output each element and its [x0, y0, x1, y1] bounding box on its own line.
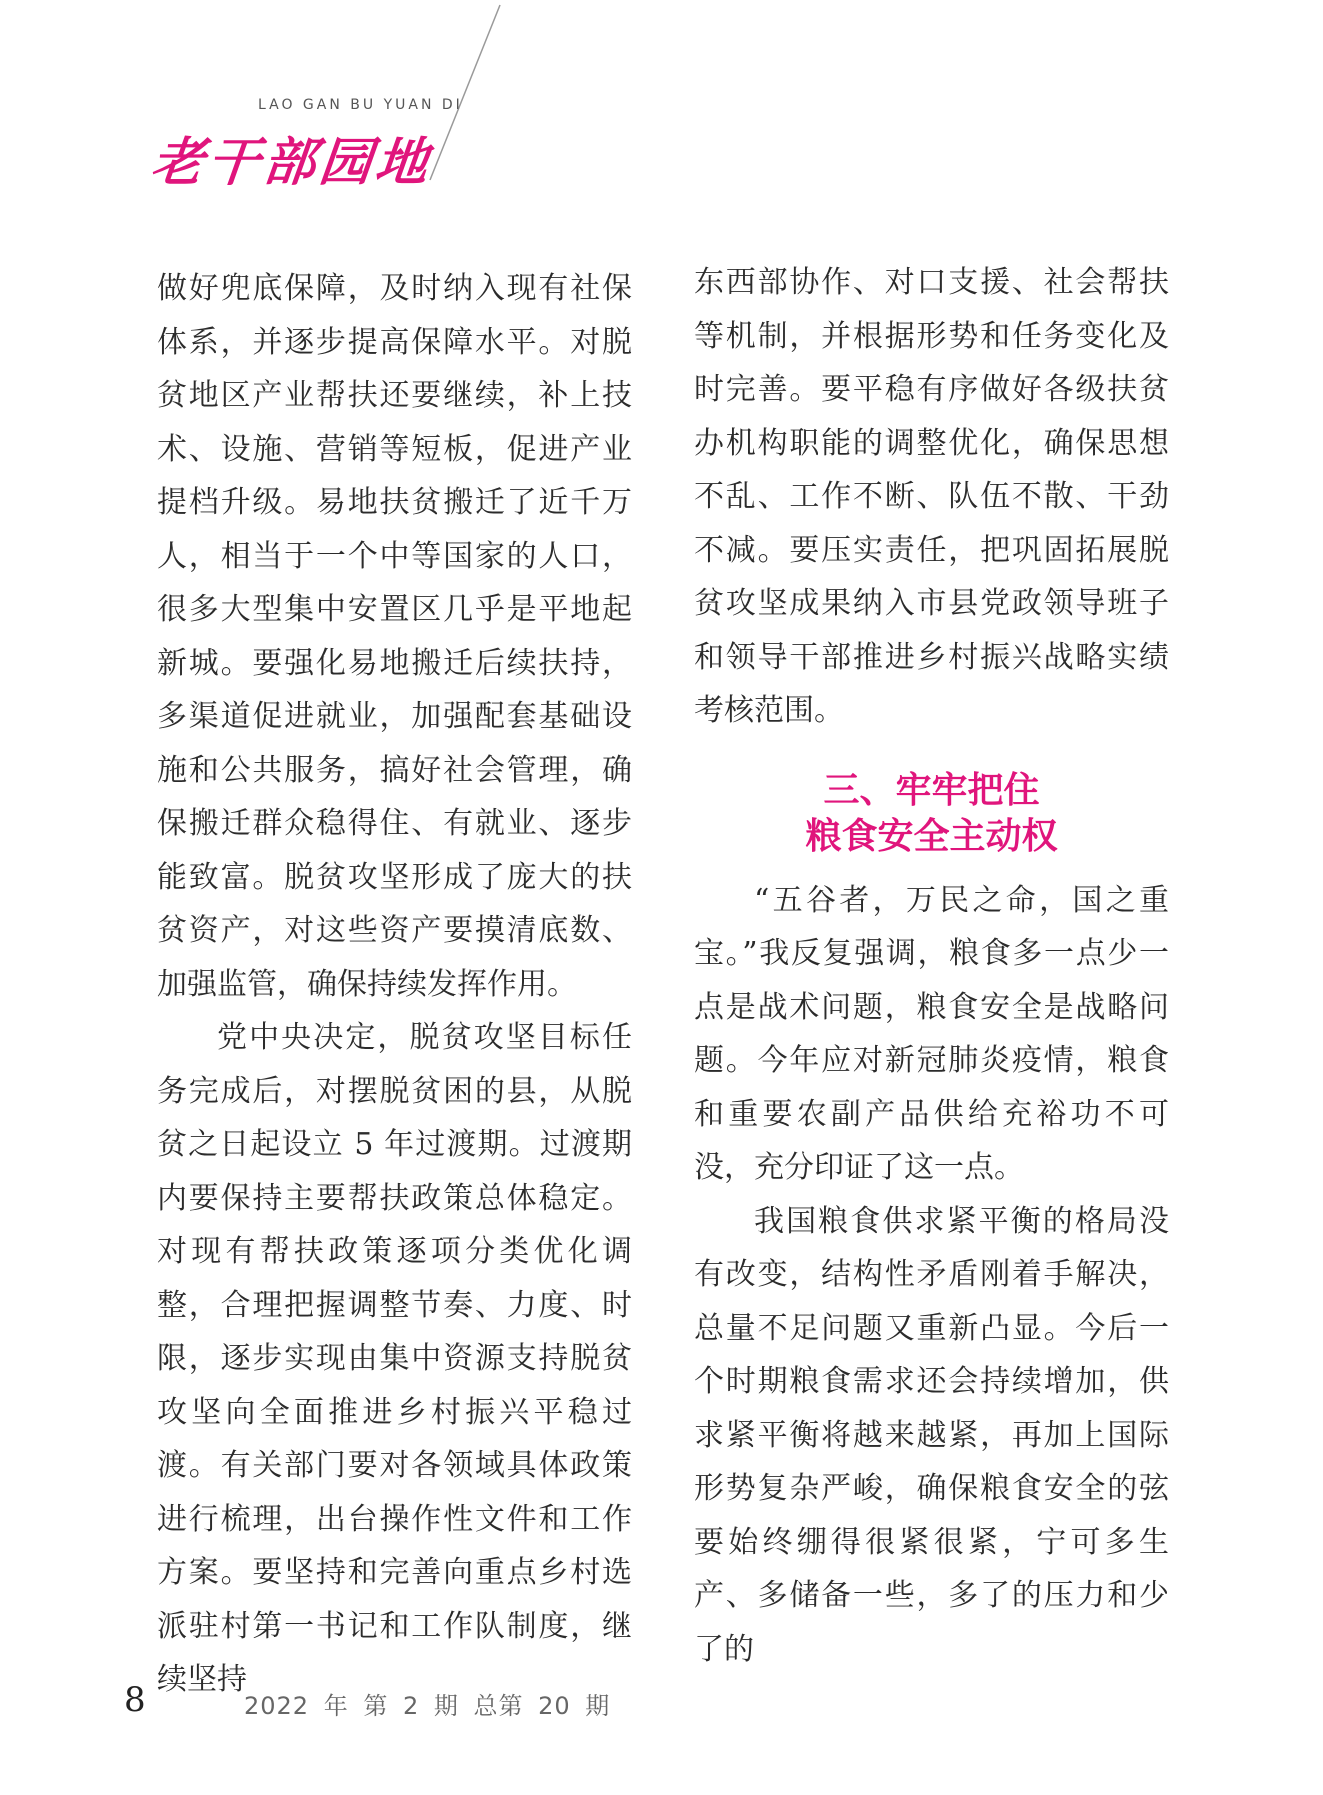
section-heading-line: 三、牢牢把住 — [823, 769, 1040, 811]
paragraph: 党中央决定，脱贫攻坚目标任务完成后，对摆脱贫困的县，从脱贫之日起设立 5 年过渡期。过渡期内要保持主要帮扶政策总体稳定。对现有帮扶政策逐项分类优化调整，合理把握调整节奏、力度、时限，逐步实现由集中资源支持脱贫攻坚向全面推进乡村振兴平稳过渡。有关部门要对各领域具体政策进行梳理，出台操作性文件和工作方案。要坚持和完善向重点乡村选派驻村第一书记和工作队制度，继续坚持 — [157, 1020, 632, 1697]
section-heading — [694, 768, 1169, 860]
left-column — [157, 262, 632, 1707]
masthead — [0, 0, 600, 200]
column-pinyin: LAO GAN BU YUAN DI — [258, 97, 463, 113]
right-column — [694, 256, 1169, 1676]
section-heading-line: 粮食安全主动权 — [805, 815, 1058, 857]
issue-info: 2022 年 第 2 期 总第 20 期 — [244, 1692, 611, 1720]
paragraph: 东西部协作、对口支援、社会帮扶等机制，并根据形势和任务变化及时完善。要平稳有序做好各级扶贫办机构职能的调整优化，确保思想不乱、工作不断、队伍不散、干劲不减。要压实责任，把巩固拓展脱贫攻坚成果纳入市县党政领导班子和领导干部推进乡村振兴战略实绩考核范围。 — [694, 265, 1169, 728]
paragraph: “五谷者，万民之命，国之重宝。”我反复强调，粮食多一点少一点是战术问题，粮食安全是战略问题。今年应对新冠肺炎疫情，粮食和重要农副产品供给充裕功不可没，充分印证了这一点。 — [694, 882, 1169, 1185]
paragraph: 我国粮食供求紧平衡的格局没有改变，结构性矛盾刚着手解决，总量不足问题又重新凸显。今后一个时期粮食需求还会持续增加，供求紧平衡将越来越紧，再加上国际形势复杂严峻，确保粮食安全的弦要始终绷得很紧很紧，宁可多生产、多储备一些，多了的压力和少了的 — [694, 1203, 1169, 1667]
column-logo: 老干部园地 — [148, 132, 435, 193]
page-number: 8 — [124, 1680, 146, 1720]
paragraph: 做好兜底保障，及时纳入现有社保体系，并逐步提高保障水平。对脱贫地区产业帮扶还要继续，补上技术、设施、营销等短板，促进产业提档升级。易地扶贫搬迁了近千万人，相当于一个中等国家的人口，很多大型集中安置区几乎是平地起新城。要强化易地搬迁后续扶持，多渠道促进就业，加强配套基础设施和公共服务，搞好社会管理，确保搬迁群众稳得住、有就业、逐步能致富。脱贫攻坚形成了庞大的扶贫资产，对这些资产要摸清底数、加强监管，确保持续发挥作用。 — [157, 271, 632, 1002]
